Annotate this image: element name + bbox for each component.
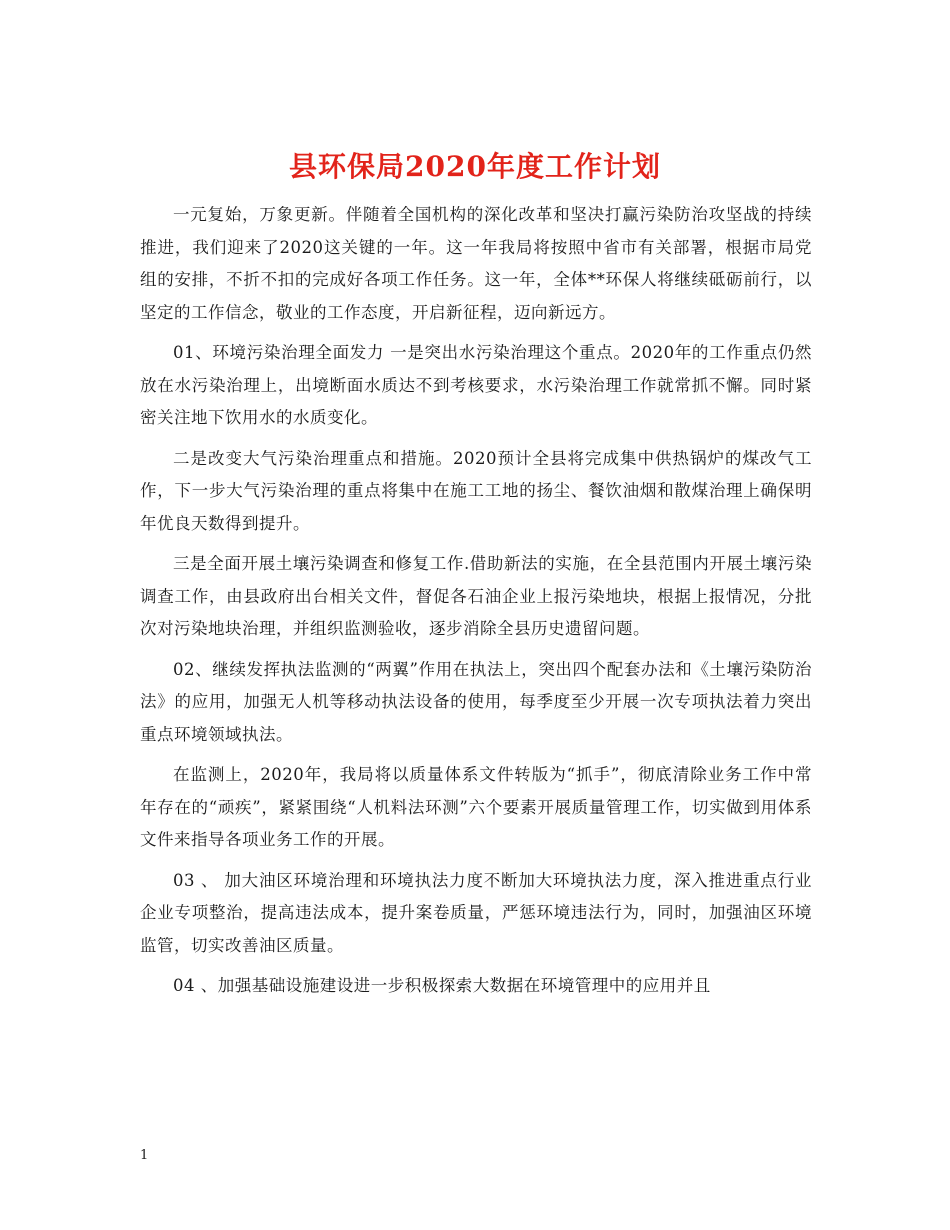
paragraph-monitoring: 在监测上，2020年，我局将以质量体系文件转版为“抓手”，彻底清除业务工作中常年存在的“顽疾”，紧紧围绕“人机料法环测”六个要素开展质量管理工作，切实做到用体系文件来指导各项业务工作的开展。 [140,765,812,849]
paragraph-soil-pollution: 三是全面开展土壤污染调查和修复工作.借助新法的实施，在全县范围内开展土壤污染调查工作，由县政府出台相关文件，督促各石油企业上报污染地块，根据上报情况，分批次对污染地块治理，并组织监测验收，逐步消除全县历史遗留问题。 [140,554,812,638]
paragraph-section-01: 01、环境污染治理全面发力 一是突出水污染治理这个重点。2020年的工作重点仍然放在水污染治理上，出境断面水质达不到考核要求，水污染治理工作就常抓不懈。同时紧密关注地下饮用水的水质变化。 [140,343,812,427]
paragraph-air-pollution: 二是改变大气污染治理重点和措施。2020预计全县将完成集中供热锅炉的煤改气工作，下一步大气污染治理的重点将集中在施工工地的扬尘、餐饮油烟和散煤治理上确保明年优良天数得到提升。 [140,448,812,533]
paragraph-section-03: 03 、 加大油区环境治理和环境执法力度不断加大环境执法力度，深入推进重点行业企业专项整治，提高违法成本，提升案卷质量，严惩环境违法行为，同时，加强油区环境监管，切实改善油区质量。 [140,870,812,955]
document-body [140,199,812,1011]
paragraph-intro: 一元复始，万象更新。伴随着全国机构的深化改革和坚决打赢污染防治攻坚战的持续推进，我们迎来了2020这关键的一年。这一年我局将按照中省市有关部署，根据市局党组的安排，不折不扣的完成好各项工作任务。这一年，全体**环保人将继续砥砺前行，以坚定的工作信念，敬业的工作态度，开启新征程，迈向新远方。 [140,205,812,322]
page-number: 1 [140,1148,149,1163]
document-title: 县环保局2020年度工作计划 [289,149,661,183]
paragraph-section-02: 02、继续发挥执法监测的“两翼”作用在执法上，突出四个配套办法和《土壤污染防治法》的应用，加强无人机等移动执法设备的使用，每季度至少开展一次专项执法着力突出重点环境领域执法。 [140,659,812,744]
paragraph-section-04: 04 、加强基础设施建设进一步积极探索大数据在环境管理中的应用并且 [173,976,711,995]
